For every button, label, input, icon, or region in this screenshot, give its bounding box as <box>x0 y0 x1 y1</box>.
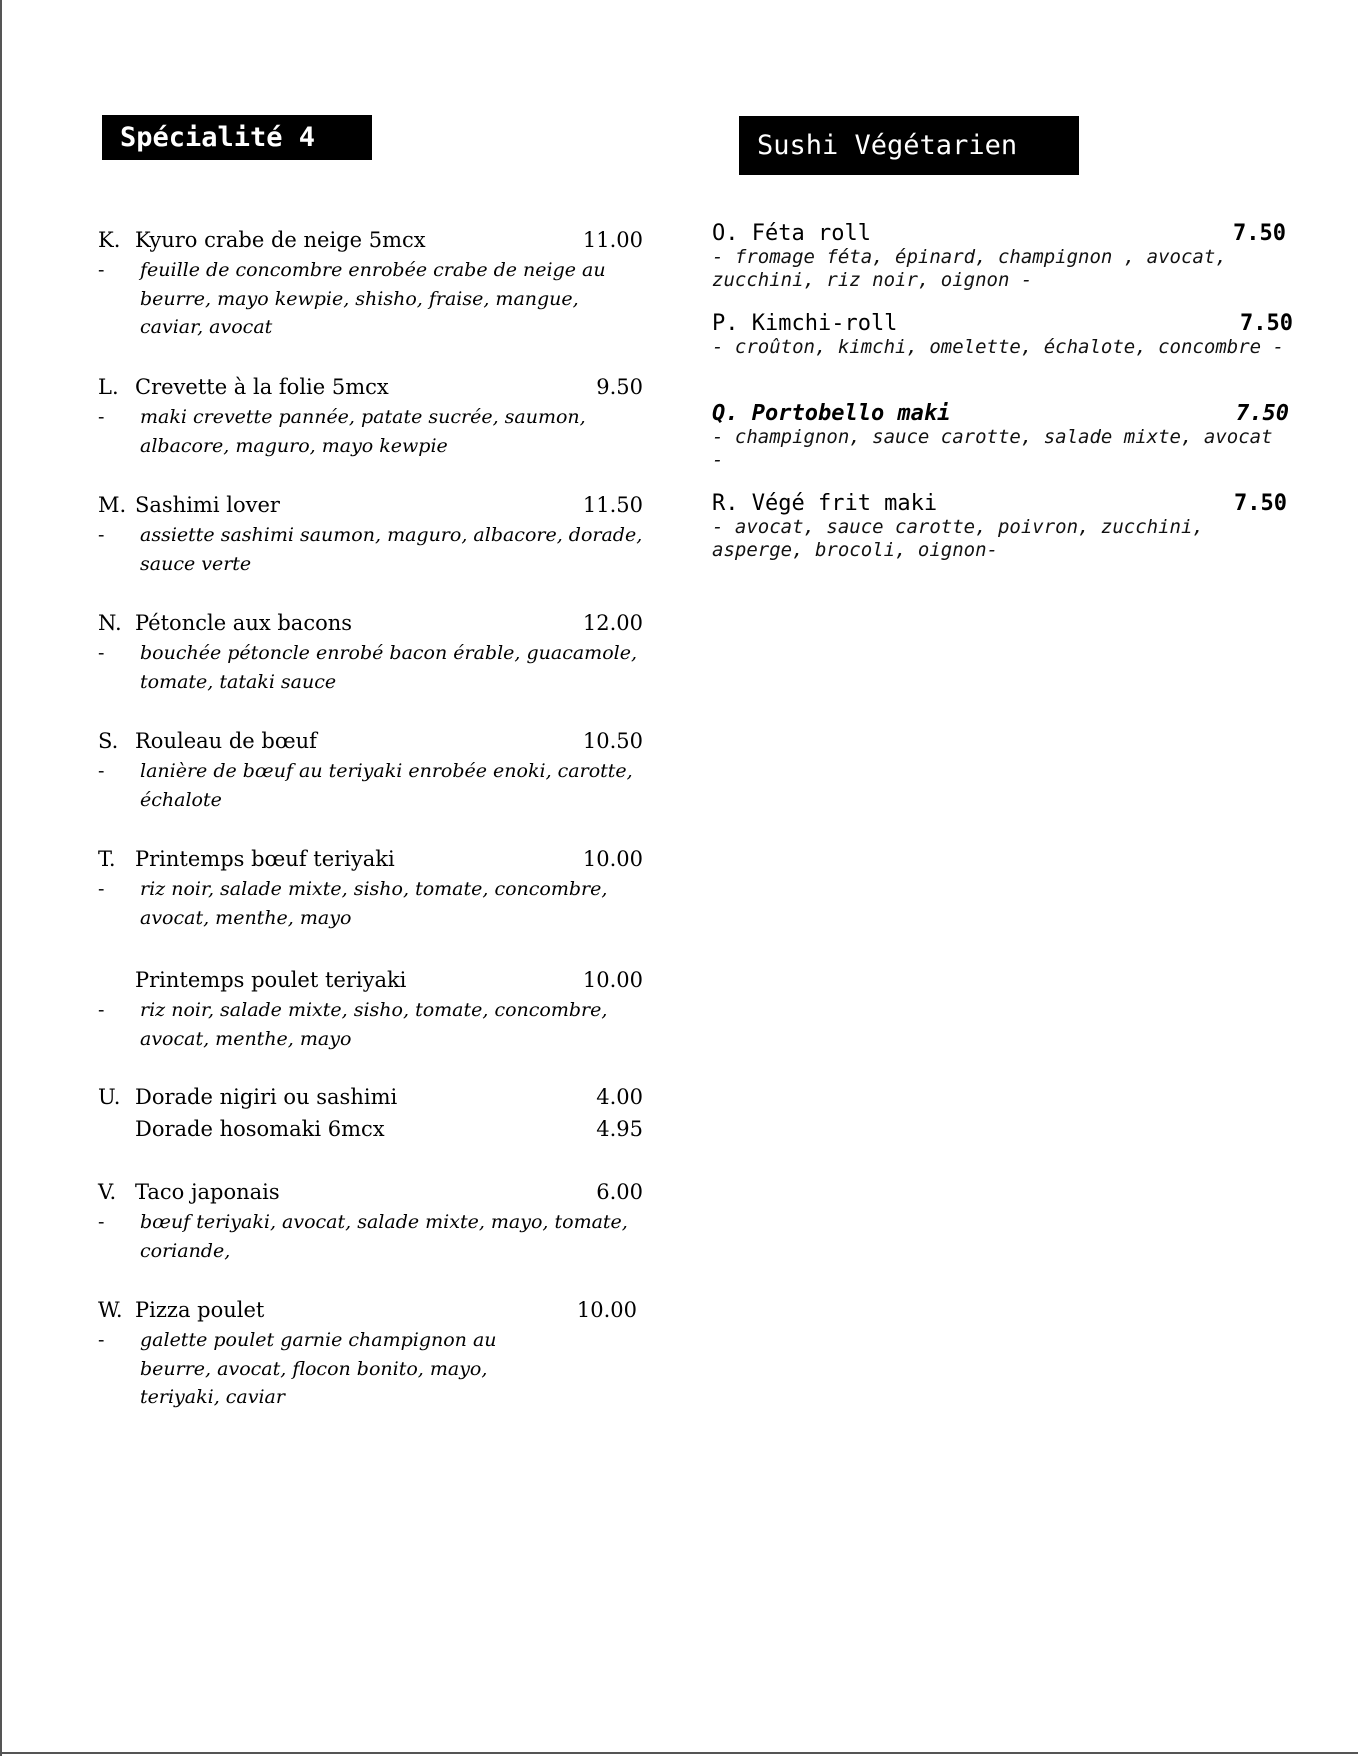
item-dash: - <box>98 642 105 664</box>
section-title-specialite: Spécialité 4 <box>102 115 372 160</box>
menu-item-k <box>98 224 643 342</box>
item-description: riz noir, salade mixte, sisho, tomate, concombre, avocat, menthe, mayo <box>140 999 608 1050</box>
item-letter: V. <box>98 1180 117 1204</box>
item-letter <box>98 964 135 996</box>
item-description: maki crevette pannée, patate sucrée, saumon, albacore, maguro, mayo kewpie <box>140 406 586 457</box>
menu-item-p <box>712 312 1293 359</box>
item-name: Crevette à la folie 5mcx <box>135 375 389 399</box>
section-title-sushi-vegetarien: Sushi Végétarien <box>739 116 1079 175</box>
menu-item-n <box>98 607 643 696</box>
item-name: Printemps bœuf teriyaki <box>135 847 395 871</box>
menu-item-t-poulet <box>98 964 643 1053</box>
item-letter: L. <box>98 375 119 399</box>
menu-item-o <box>712 222 1286 291</box>
page-border-left <box>0 0 2 1756</box>
item-dash: - <box>98 1329 105 1351</box>
menu-item-t <box>98 843 643 932</box>
item-name: O. Féta roll <box>712 221 871 246</box>
menu-item-r <box>712 492 1287 561</box>
item-dash: - <box>98 999 105 1021</box>
item-dash: - <box>98 1211 105 1233</box>
item-description: bouchée pétoncle enrobé bacon érable, guacamole, tomate, tataki sauce <box>140 642 637 693</box>
item-name: Kyuro crabe de neige 5mcx <box>135 228 426 252</box>
item-dash: - <box>98 406 105 428</box>
item-price: 10.00 <box>582 968 643 992</box>
item-price: 11.00 <box>582 228 643 252</box>
item-description: assiette sashimi saumon, maguro, albacore, dorade, sauce verte <box>140 524 643 575</box>
item-name-secondary: Dorade hosomaki 6mcx <box>135 1117 385 1141</box>
item-price: 7.50 <box>1236 401 1289 426</box>
item-name: Taco japonais <box>135 1180 280 1204</box>
item-name: Sashimi lover <box>135 493 280 517</box>
item-name: P. Kimchi-roll <box>712 311 898 336</box>
item-price: 12.00 <box>582 611 643 635</box>
item-price: 10.00 <box>576 1298 637 1322</box>
item-letter: U. <box>98 1085 121 1109</box>
menu-item-v <box>98 1176 643 1265</box>
item-name: Rouleau de bœuf <box>135 729 317 753</box>
item-price: 9.50 <box>596 375 643 399</box>
item-price: 4.00 <box>596 1085 643 1109</box>
item-letter: S. <box>98 729 119 753</box>
item-price: 11.50 <box>582 493 643 517</box>
menu-item-l <box>98 371 643 460</box>
item-description: riz noir, salade mixte, sisho, tomate, concombre, avocat, menthe, mayo <box>140 878 608 929</box>
page-border-bottom <box>0 1752 1358 1754</box>
item-letter: T. <box>98 847 116 871</box>
item-price-secondary: 4.95 <box>596 1117 643 1141</box>
menu-item-s <box>98 725 643 814</box>
menu-item-w <box>98 1294 637 1412</box>
item-letter: M. <box>98 493 127 517</box>
item-price: 10.00 <box>582 847 643 871</box>
item-dash: - <box>98 524 105 546</box>
item-description: galette poulet garnie champignon au beurre, avocat, flocon bonito, mayo, teriyaki, caviar <box>140 1329 497 1408</box>
item-price: 7.50 <box>1234 491 1287 516</box>
item-price: 10.50 <box>582 729 643 753</box>
item-description: lanière de bœuf au teriyaki enrobée enoki, carotte, échalote <box>140 760 633 811</box>
item-dash: - <box>98 259 105 281</box>
item-name: Printemps poulet teriyaki <box>135 968 407 992</box>
item-description: - fromage féta, épinard, champignon , avocat, zucchini, riz noir, oignon - <box>712 246 1227 291</box>
item-price: 6.00 <box>596 1180 643 1204</box>
item-description: bœuf teriyaki, avocat, salade mixte, mayo, tomate, coriande, <box>140 1211 628 1262</box>
item-description: feuille de concombre enrobée crabe de neige au beurre, mayo kewpie, shisho, fraise, mangue, caviar, avocat <box>140 259 606 338</box>
menu-item-m <box>98 489 643 578</box>
item-description: - avocat, sauce carotte, poivron, zucchini, asperge, brocoli, oignon- <box>712 516 1204 561</box>
item-letter: W. <box>98 1298 123 1322</box>
item-name: Pizza poulet <box>135 1298 265 1322</box>
item-name: Q. Portobello maki <box>712 401 951 426</box>
item-dash: - <box>98 760 105 782</box>
item-price: 7.50 <box>1240 311 1293 336</box>
item-dash: - <box>98 878 105 900</box>
item-letter: N. <box>98 611 122 635</box>
item-price: 7.50 <box>1233 221 1286 246</box>
menu-item-q <box>712 402 1289 471</box>
item-description: - croûton, kimchi, omelette, échalote, concombre - <box>712 336 1284 358</box>
item-name: Pétoncle aux bacons <box>135 611 353 635</box>
item-name: R. Végé frit maki <box>712 491 938 516</box>
item-letter: K. <box>98 228 121 252</box>
item-name: Dorade nigiri ou sashimi <box>135 1085 398 1109</box>
menu-item-u <box>98 1081 643 1145</box>
item-description: - champignon, sauce carotte, salade mixte, avocat - <box>712 426 1273 471</box>
